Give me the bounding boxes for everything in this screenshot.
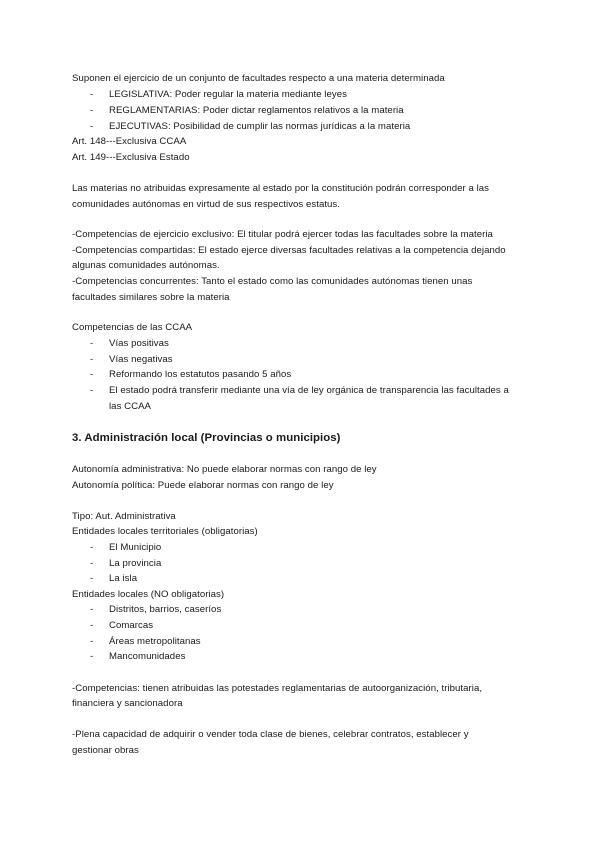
bullet-dash: - — [90, 385, 94, 396]
list-item: REGLAMENTARIAS: Poder dictar reglamentos relativos a la materia — [109, 105, 404, 116]
list-item: El estado podrá transferir mediante una vía de ley orgánica de transparencia las facultades a — [109, 385, 509, 396]
art-148: Art. 148---Exclusiva CCAA — [72, 136, 187, 147]
competencias-exclusivo: -Competencias de ejercicio exclusivo: El titular podrá ejercer todas las facultades sobre la materia — [72, 229, 493, 240]
paragraph-line: Las materias no atribuidas expresamente al estado por la constitución podrán corresponder a las — [72, 183, 489, 194]
plena-capacidad-cont: gestionar obras — [72, 745, 139, 756]
autonomia-administrativa: Autonomía administrativa: No puede elaborar normas con rango de ley — [72, 464, 377, 475]
plena-capacidad: -Plena capacidad de adquirir o vender toda clase de bienes, celebrar contratos, establecer y — [72, 729, 469, 740]
competencias-locales-cont: financiera y sancionadora — [72, 698, 183, 709]
list-item: Áreas metropolitanas — [109, 636, 201, 647]
entidades-territoriales-title: Entidades locales territoriales (obligatorias) — [72, 526, 258, 537]
competencias-concurrentes-cont: facultades similares sobre la materia — [72, 292, 230, 303]
list-item: Distritos, barrios, caseríos — [109, 604, 222, 615]
bullet-dash: - — [90, 105, 94, 116]
bullet-dash: - — [90, 89, 94, 100]
list-item: El Municipio — [109, 542, 162, 553]
list-item-cont: las CCAA — [109, 401, 151, 412]
bullet-dash: - — [90, 369, 94, 380]
bullet-dash: - — [90, 121, 94, 132]
list-item: La provincia — [109, 558, 162, 569]
bullet-dash: - — [90, 651, 94, 662]
bullet-dash: - — [90, 354, 94, 365]
list-item: Comarcas — [109, 620, 154, 631]
competencias-ccaa-title: Competencias de las CCAA — [72, 322, 193, 333]
bullet-dash: - — [90, 573, 94, 584]
list-item: Mancomunidades — [109, 651, 186, 662]
art-149: Art. 149---Exclusiva Estado — [72, 152, 190, 163]
autonomia-politica: Autonomía política: Puede elaborar normas con rango de ley — [72, 480, 334, 491]
paragraph-line: comunidades autónomas en virtud de sus respectivos estatus. — [72, 199, 340, 210]
intro-text: Suponen el ejercicio de un conjunto de facultades respecto a una materia determinada — [72, 73, 445, 84]
competencias-locales: -Competencias: tienen atribuidas las potestades reglamentarias de autoorganización, tributaria, — [72, 683, 483, 694]
section-heading: 3. Administración local (Provincias o municipios) — [72, 432, 341, 444]
tipo-line: Tipo: Aut. Administrativa — [72, 511, 176, 522]
list-item: La isla — [109, 573, 138, 584]
list-item: Reformando los estatutos pasando 5 años — [109, 369, 292, 380]
entidades-no-obligatorias-title: Entidades locales (NO obligatorias) — [72, 589, 225, 600]
competencias-compartidas: -Competencias compartidas: El estado ejerce diversas facultades relativas a la competencia dejando — [72, 245, 506, 256]
bullet-dash: - — [90, 620, 94, 631]
bullet-dash: - — [90, 542, 94, 553]
competencias-compartidas-cont: algunas comunidades autónomas. — [72, 260, 220, 271]
bullet-dash: - — [90, 636, 94, 647]
list-item: Vías positivas — [109, 338, 169, 349]
list-item: EJECUTIVAS: Posibilidad de cumplir las normas jurídicas a la materia — [109, 121, 411, 132]
bullet-dash: - — [90, 604, 94, 615]
list-item: LEGISLATIVA: Poder regular la materia mediante leyes — [109, 89, 347, 100]
list-item: Vías negativas — [109, 354, 173, 365]
bullet-dash: - — [90, 338, 94, 349]
competencias-concurrentes: -Competencias concurrentes: Tanto el estado como las comunidades autónomas tienen unas — [72, 276, 473, 287]
bullet-dash: - — [90, 558, 94, 569]
